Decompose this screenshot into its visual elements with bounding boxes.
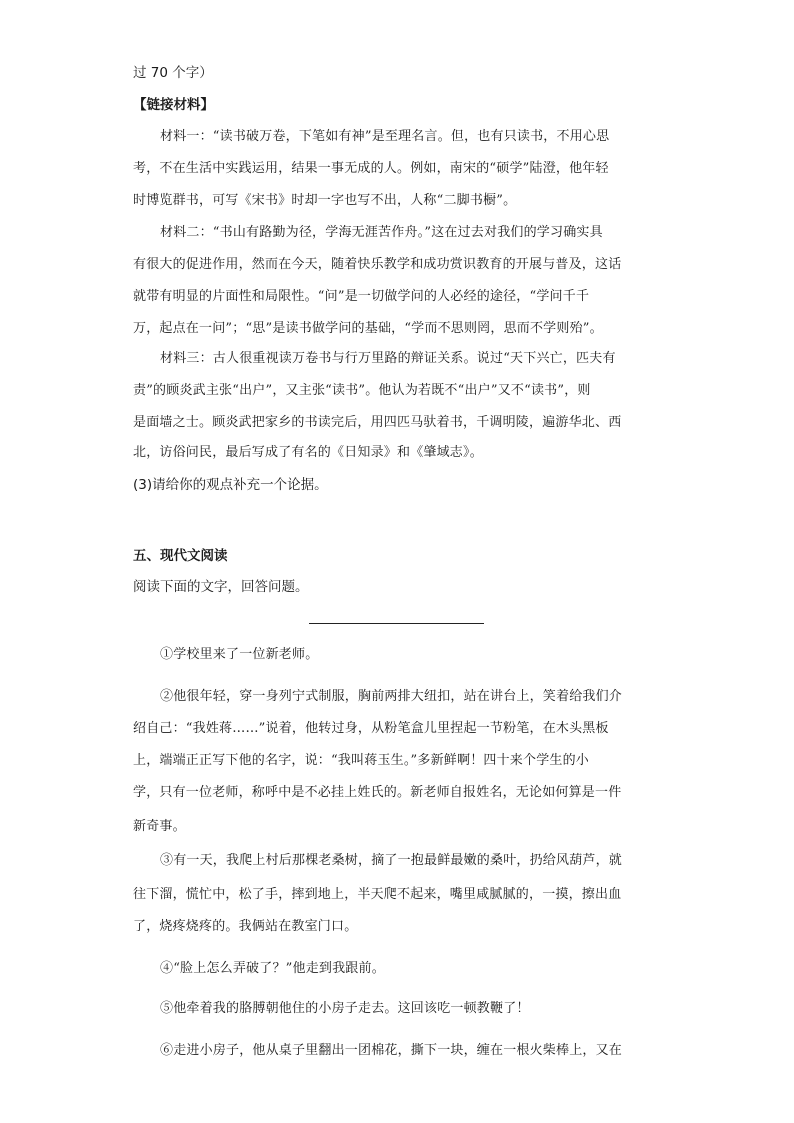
material-line: 材料三：古人很重视读万卷书与行万里路的辩证关系。说过“天下兴亡，匹夫有 xyxy=(160,351,616,366)
passage-line: 往下溜，慌忙中，松了手，摔到地上，半天爬不起来，嘴里咸腻腻的，一摸，擦出血 xyxy=(133,887,622,902)
material-line: 有很大的促进作用，然而在今天，随着快乐教学和成功赏识教育的开展与普及，这话 xyxy=(133,257,622,272)
passage-line: ③有一天，我爬上村后那棵老桑树，摘了一抱最鲜最嫩的桑叶，扔给风葫芦，就 xyxy=(160,853,623,868)
passage-line: 上，端端正正写下他的名字，说：“我叫蒋玉生。”多新鲜啊！四十来个学生的小 xyxy=(133,753,589,768)
passage-line: 学，只有一位老师，称呼中是不必挂上姓氏的。新老师自报姓名，无论如何算是一件 xyxy=(133,785,622,800)
answer-word-limit-note: 过 70 个字） xyxy=(133,65,213,81)
passage-line: ④“脸上怎么弄破了？”他走到我跟前。 xyxy=(160,961,385,976)
question-3: (3)请给你的观点补充一个论据。 xyxy=(133,477,328,493)
passage-line: 新奇事。 xyxy=(133,819,186,834)
section-5-heading: 五、现代文阅读 xyxy=(133,548,228,564)
material-line: 考，不在生活中实践运用，结果一事无成的人。例如，南宋的“硕学”陆澄，他年轻 xyxy=(133,161,609,176)
material-line: 时博览群书，可写《宋书》时却一字也写不出，人称“二脚书橱”。 xyxy=(133,193,517,208)
passage-line: ①学校里来了一位新老师。 xyxy=(160,647,319,662)
material-line: 材料二：“书山有路勤为径，学海无涯苦作舟。”这在过去对我们的学习确实具 xyxy=(160,225,603,240)
passage-line: 绍自己：“我姓蒋……”说着，他转过身，从粉笔盒儿里捏起一节粉笔，在木头黑板 xyxy=(133,721,609,736)
link-material-heading: 【链接材料】 xyxy=(133,97,214,113)
material-line: 责”的顾炎武主张“出户”，又主张“读书”。他认为若既不“出户”又不“读书”，则 xyxy=(133,383,591,398)
passage-line: ⑤他牵着我的胳膊朝他住的小房子走去。这回该吃一顿教鞭了！ xyxy=(160,1001,530,1016)
material-line: 是面墙之士。顾炎武把家乡的书读完后，用四匹马驮着书，千调明陵，遍游华北、西 xyxy=(133,415,622,430)
section-5-instruction: 阅读下面的文字，回答问题。 xyxy=(133,579,309,595)
material-line: 万，起点在一问”；“思”是读书做学问的基础，“学而不思则罔，思而不学则殆”。 xyxy=(133,321,603,336)
title-blank-line xyxy=(309,623,484,624)
material-line: 北，访俗问民，最后写成了有名的《日知录》和《肇域志》。 xyxy=(133,445,483,460)
material-line: 就带有明显的片面性和局限性。“问”是一切做学问的人必经的途径，“学问千千 xyxy=(133,289,590,304)
passage-line: ②他很年轻，穿一身列宁式制服，胸前两排大纽扣，站在讲台上，笑着给我们介 xyxy=(160,689,623,704)
passage-line: 了，烧疼烧疼的。我俩站在教室门口。 xyxy=(133,919,358,934)
passage-line: ⑥走进小房子，他从桌子里翻出一团棉花，撕下一块，缠在一根火柴棒上，又在 xyxy=(160,1043,623,1058)
material-line: 材料一：“读书破万卷，下笔如有神”是至理名言。但，也有只读书，不用心思 xyxy=(160,129,610,144)
